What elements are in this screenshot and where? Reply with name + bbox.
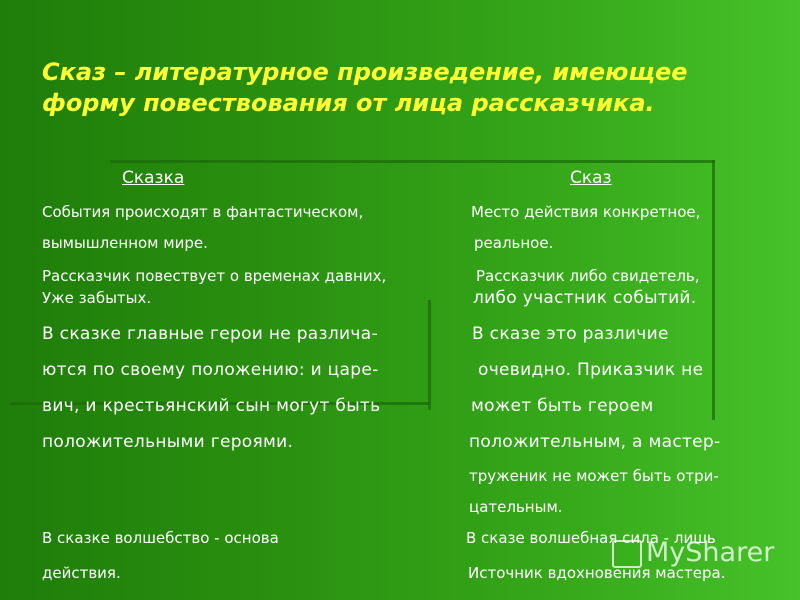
decor-line [712,160,715,420]
left-line: действия. [42,564,121,582]
left-line: положительными героями. [42,432,294,452]
right-line: очевидно. Приказчик не [478,360,704,380]
right-line: Рассказчик либо свидетель, [476,267,700,285]
left-line: Рассказчик повествует о временах давних, [42,267,387,285]
right-line: Место действия конкретное, [471,203,701,221]
left-column-heading: Сказка [122,168,185,188]
decor-line [428,300,431,410]
right-line: может быть героем [471,396,654,416]
right-line: труженик не может быть отри- [469,467,719,485]
watermark: MySharer [646,537,775,568]
right-line: Источник вдохновения мастера. [468,564,726,582]
left-line: вич, и крестьянский сын могут быть [42,396,381,416]
right-line: либо участник событий. [473,288,697,308]
right-line: реальное. [474,234,554,252]
left-line: ются по своему положению: и царе- [42,360,379,380]
slide-title [42,57,782,119]
right-line: положительным, а мастер- [469,432,721,452]
right-line: В сказе волшебная сила - лишь [466,529,716,547]
left-line: В сказке волшебство - основа [42,529,279,547]
left-line: вымышленном мире. [42,234,208,252]
left-line: В сказке главные герои не различа- [42,324,378,344]
left-line: События происходят в фантастическом, [42,203,364,221]
right-column-heading: Сказ [570,168,612,188]
right-line: цательным. [469,498,563,516]
right-line: В сказе это различие [472,324,669,344]
title-line-1: Сказ – литературное произведение, имеющее [42,58,688,86]
decor-line [110,160,715,163]
left-line: Уже забытых. [42,289,152,307]
title-line-2: форму повествования от лица рассказчика. [42,89,655,117]
watermark-logo-icon [612,540,642,568]
